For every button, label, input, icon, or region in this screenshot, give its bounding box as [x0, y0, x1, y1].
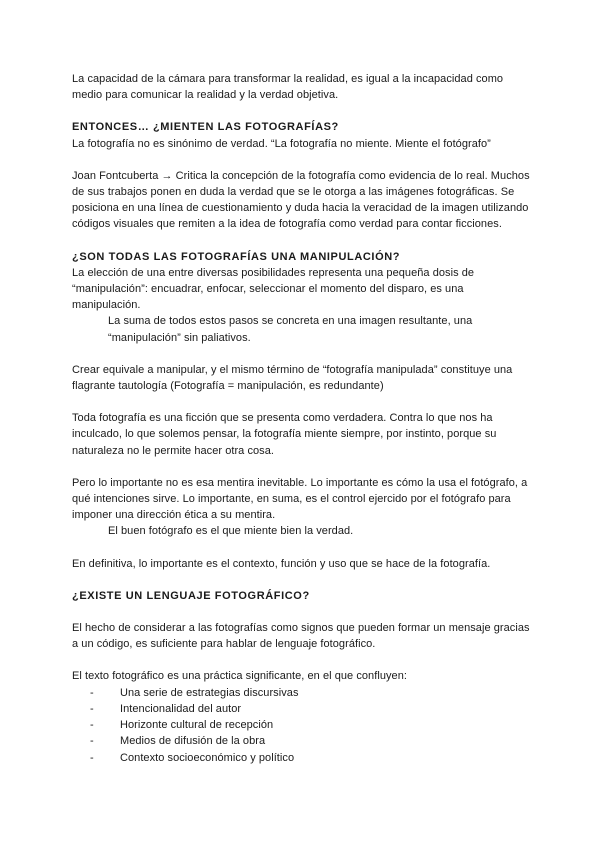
dash-bullet: -: [90, 702, 94, 715]
list-item: - Intencionalidad del autor: [72, 701, 532, 717]
section-heading-mienten: ENTONCES… ¿MIENTEN LAS FOTOGRAFÍAS?: [72, 121, 339, 134]
paragraph: El texto fotográfico es una práctica significante, en el que confluyen:: [72, 670, 407, 683]
dash-bullet: -: [90, 751, 94, 764]
dash-bullet: -: [90, 719, 94, 732]
dash-bullet: -: [90, 686, 94, 699]
list-item: - Una serie de estrategias discursivas: [72, 685, 532, 701]
indented-paragraph: El buen fotógrafo es el que miente bien la verdad.: [108, 525, 354, 538]
paragraph: La elección de una entre diversas posibilidades representa una pequeña dosis de “manipulación”: encuadrar, enfocar, seleccionar el momento del disparo, es una manipulación.: [72, 266, 475, 312]
list-item: - Horizonte cultural de recepción: [72, 717, 532, 733]
document-page: [72, 71, 532, 766]
paragraph: Toda fotografía es una ficción que se presenta como verdadera. Contra lo que nos ha inculcado, lo que solemos pensar, la fotografía miente siempre, por instinto, porque su naturaleza no le permite hacer otra cosa.: [72, 412, 497, 457]
paragraph: En definitiva, lo importante es el contexto, función y uso que se hace de la fotografía.: [72, 557, 491, 570]
list-item: - Medios de difusión de la obra: [72, 733, 532, 749]
section-heading-lenguaje: ¿EXISTE UN LENGUAJE FOTOGRÁFICO?: [72, 589, 310, 602]
paragraph: Crear equivale a manipular, y el mismo término de “fotografía manipulada” constituye una flagrante tautología (Fotografía = manipulación, es redundante): [72, 363, 513, 393]
section-heading-manipulacion: ¿SON TODAS LAS FOTOGRAFÍAS UNA MANIPULACIÓN?: [72, 250, 401, 263]
paragraph: Pero lo importante no es esa mentira inevitable. Lo importante es cómo la usa el fotógrafo, a qué intenciones sirve. Lo importante, en suma, es el control ejercido por el fotógrafo para imponer una dirección ética a su mentira.: [72, 476, 528, 522]
dash-list: [72, 685, 532, 766]
list-item: - Contexto socioeconómico y político: [72, 750, 532, 766]
paragraph: El hecho de considerar a las fotografías como signos que pueden formar un mensaje gracias a un código, es suficiente para hablar de lenguaje fotográfico.: [72, 622, 530, 651]
paragraph: La fotografía no es sinónimo de verdad. “La fotografía no miente. Miente el fotógrafo”: [72, 137, 491, 150]
paragraph: Joan Fontcuberta → Critica la concepción de la fotografía como evidencia de lo real. Muchos de sus trabajos ponen en duda la verdad que se le otorga a las imágenes fotográficas. Se posiciona en una línea de cuestionamiento y duda hacia la veracidad de la imagen utilizando códigos visuales que remiten a la idea de fotografía como verdad para contar ficciones.: [72, 169, 530, 231]
intro-paragraph: La capacidad de la cámara para transformar la realidad, es igual a la incapacidad como medio para comunicar la realidad y la verdad objetiva.: [72, 73, 504, 102]
indented-paragraph: La suma de todos estos pasos se concreta en una imagen resultante, una “manipulación” sin paliativos.: [108, 315, 473, 344]
dash-bullet: -: [90, 735, 94, 748]
